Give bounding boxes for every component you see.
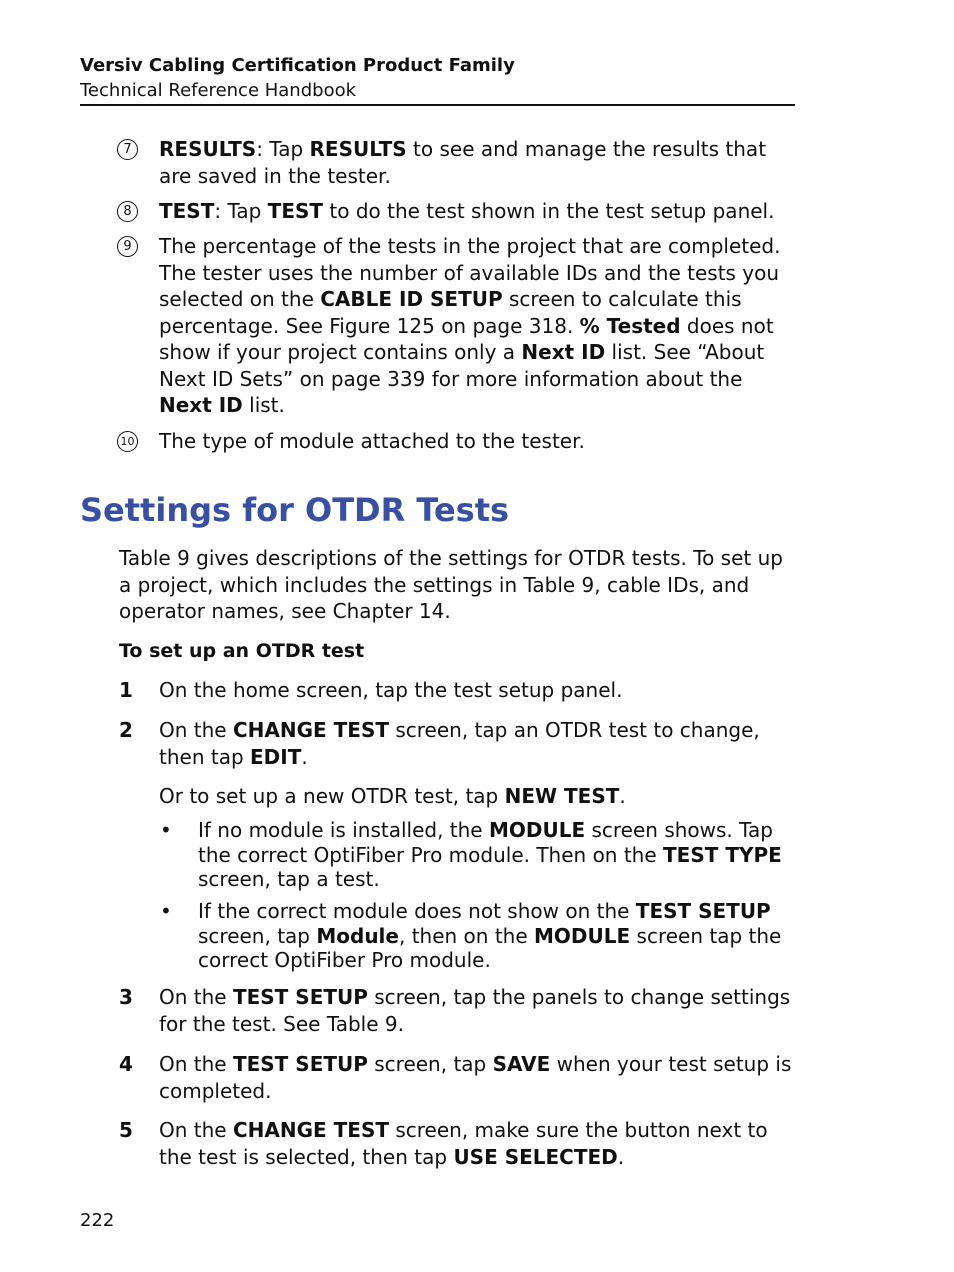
text-run: On the [159, 718, 233, 742]
running-header-subtitle: Technical Reference Handbook [80, 80, 357, 101]
bold-term: RESULTS [309, 137, 407, 161]
step-text [159, 1117, 799, 1170]
callout-text [159, 198, 799, 225]
step-alt-text [159, 783, 799, 810]
bold-term: Next ID [159, 393, 243, 417]
text-run: : Tap [214, 199, 268, 223]
callout-text [159, 136, 799, 189]
bold-term: MODULE [534, 923, 631, 948]
step-number: 5 [119, 1118, 133, 1142]
text-run: screen, make sure the button next to the test is selected, then tap [159, 1118, 768, 1169]
step-number: 3 [119, 985, 133, 1009]
page-number: 222 [80, 1210, 115, 1231]
intro-paragraph: Table 9 gives descriptions of the settings for OTDR tests. To set up a project, which includes the settings in Table 9, cable IDs, and operator names, see Chapter 14. [119, 546, 783, 623]
bold-term: TEST [267, 199, 324, 223]
text-run: . [619, 784, 626, 808]
bullet-text [198, 818, 798, 892]
bullet-marker: • [160, 899, 172, 923]
bold-term: CHANGE TEST [232, 1118, 389, 1142]
bullet-marker: • [160, 818, 172, 842]
bold-term: RESULTS [159, 137, 257, 161]
text-run: list. See “About Next ID Sets” on page 339 for more information about the [159, 340, 765, 391]
text-run: does not show if your project contains only a [159, 313, 774, 364]
step-number: 4 [119, 1052, 133, 1076]
step-number: 1 [119, 678, 133, 702]
bold-term: TEST SETUP [232, 985, 368, 1009]
text-run: If the correct module does not show on the [198, 899, 636, 923]
callout-text [159, 233, 799, 419]
bold-term: EDIT [250, 744, 302, 769]
section-heading: Settings for OTDR Tests [80, 491, 510, 529]
text-run: to do the test shown in the test setup panel. [323, 199, 775, 223]
step-text [159, 677, 799, 704]
bold-term: TEST [159, 199, 215, 223]
bold-term: MODULE [488, 818, 586, 842]
bold-term: TEST TYPE [663, 842, 782, 867]
text-run: screen shows. Tap the correct OptiFiber Pro module. Then on the [198, 818, 774, 867]
text-run: On the [159, 1052, 233, 1076]
bold-term: TEST SETUP [232, 1052, 368, 1076]
text-run: Or to set up a new OTDR test, tap [159, 784, 505, 808]
bold-term: % Tested [579, 313, 681, 338]
bold-term: TEST SETUP [635, 899, 771, 923]
text-run: On the home screen, tap the test setup panel. [159, 678, 623, 702]
procedure-title: To set up an OTDR test [119, 640, 365, 662]
text-run: screen, tap [367, 1052, 493, 1076]
callout-marker: 10 [117, 431, 138, 452]
callout-marker: 7 [117, 139, 138, 160]
header-rule [80, 104, 795, 106]
text-run: screen to calculate this percentage. See Figure 125 on page 318. [159, 287, 742, 338]
bold-term: Module [316, 923, 399, 948]
text-run: screen, tap [198, 923, 317, 948]
callout-marker: 8 [117, 201, 138, 222]
text-run: screen, tap an OTDR test to change, then tap [159, 718, 760, 769]
text-run: The type of module attached to the tester. [159, 429, 585, 453]
step-text [159, 1051, 799, 1104]
bold-term: NEW TEST [504, 784, 620, 808]
text-run: The percentage of the tests in the project that are completed. The tester uses the number of available IDs and the tests you selected on the [159, 234, 781, 311]
step-number: 2 [119, 718, 133, 742]
text-run: list. [242, 393, 285, 417]
text-run: . [301, 744, 308, 769]
text-run: screen tap the correct OptiFiber Pro module. [198, 923, 782, 972]
text-run: when your test setup is completed. [159, 1052, 792, 1103]
bold-term: CABLE ID SETUP [320, 287, 503, 311]
text-run: On the [159, 1118, 233, 1142]
text-run: On the [159, 985, 233, 1009]
step-text [159, 717, 799, 770]
text-run: : Tap [256, 137, 310, 161]
bold-term: SAVE [492, 1052, 551, 1076]
bullet-text [198, 899, 798, 973]
text-run: , then on the [398, 923, 535, 948]
text-run: to see and manage the results that are saved in the tester. [159, 137, 767, 188]
bold-term: CHANGE TEST [232, 718, 389, 742]
bold-term: Next ID [521, 340, 606, 364]
callout-marker: 9 [117, 236, 138, 257]
callout-text [159, 428, 799, 455]
text-run: If no module is installed, the [198, 818, 489, 842]
running-header-title: Versiv Cabling Certification Product Family [80, 55, 515, 76]
step-text [159, 984, 799, 1037]
text-run: screen, tap a test. [198, 867, 380, 891]
bold-term: USE SELECTED [453, 1144, 618, 1169]
text-run: screen, tap the panels to change settings for the test. See Table 9. [159, 985, 791, 1036]
text-run: . [617, 1144, 625, 1169]
